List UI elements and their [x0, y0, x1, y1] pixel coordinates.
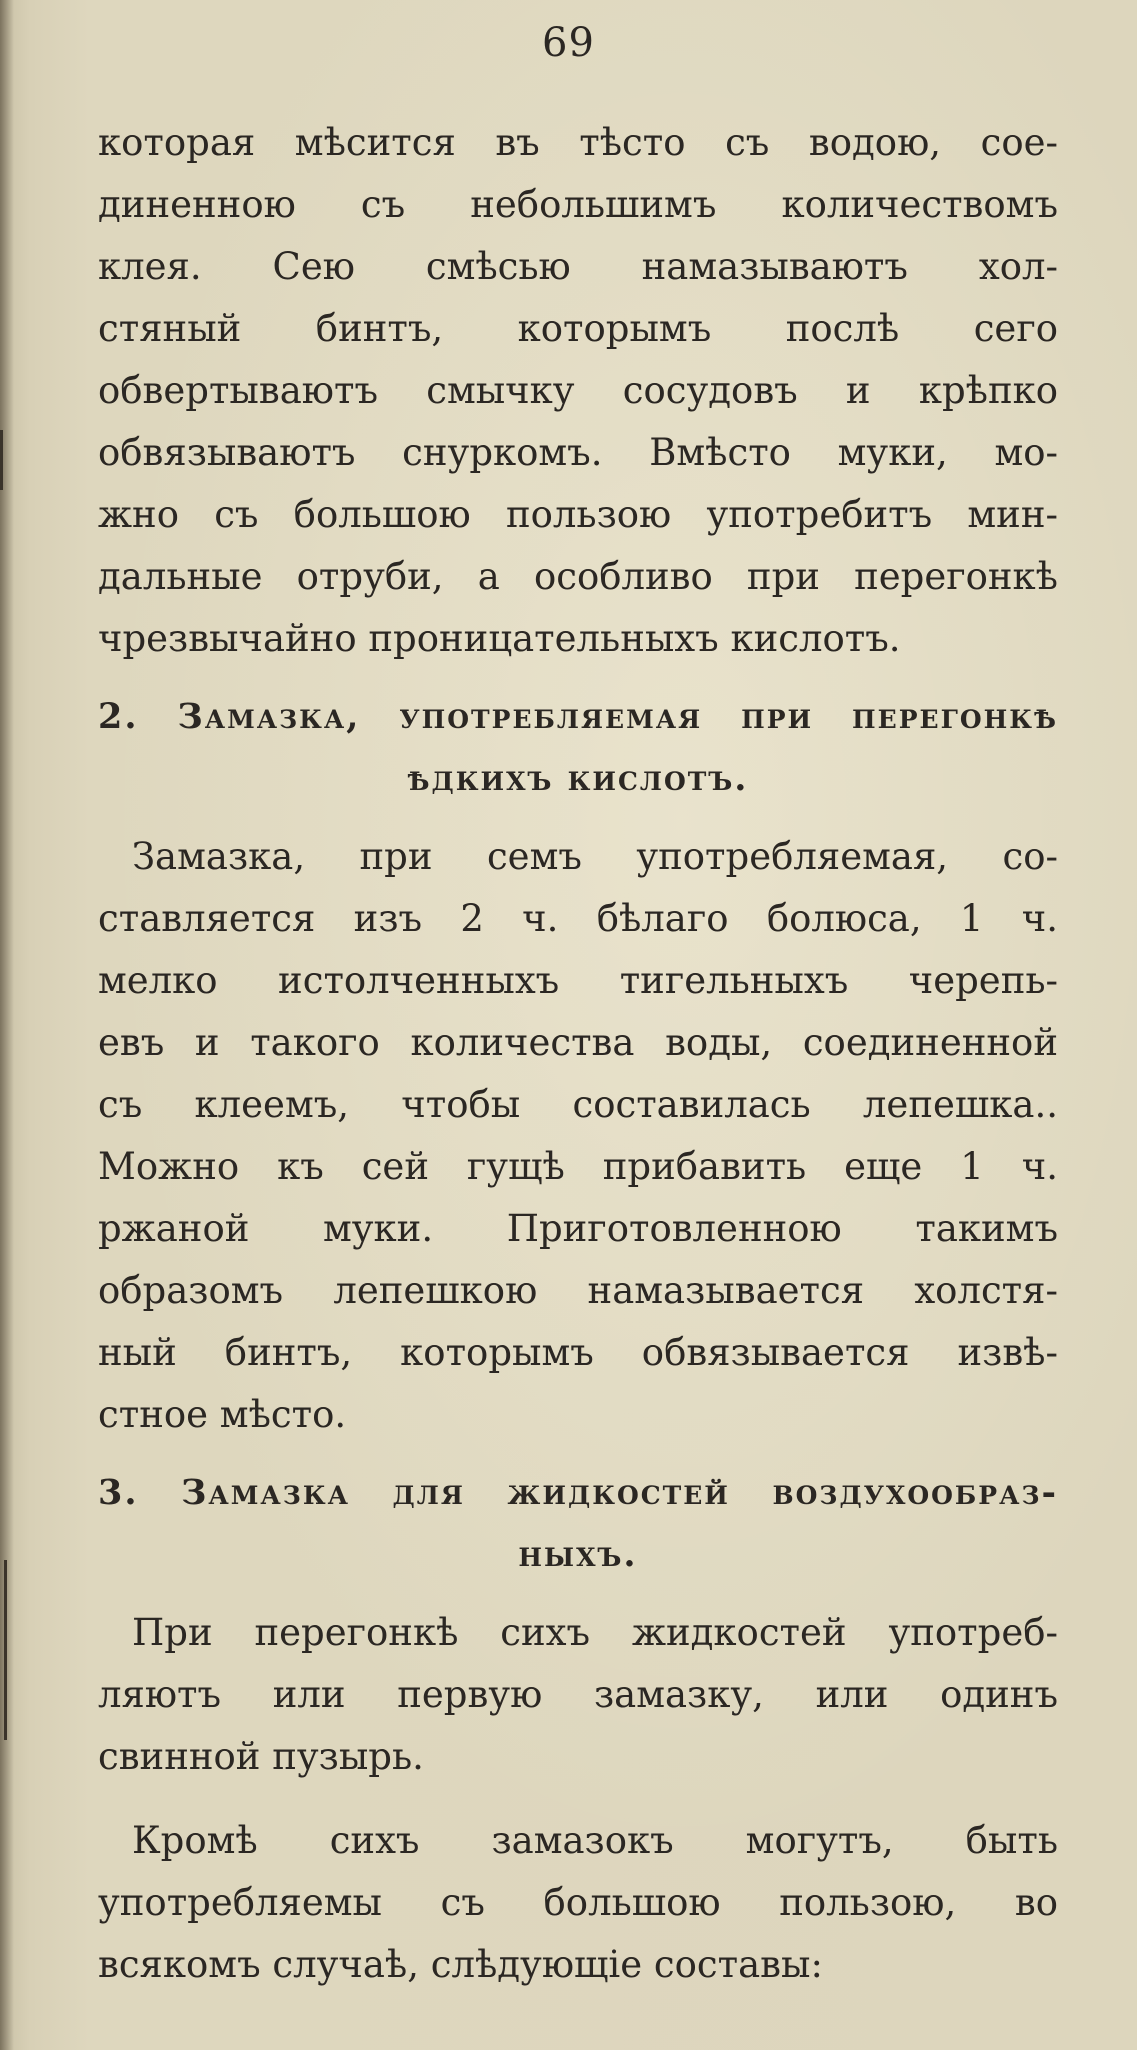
text-line: стяный бинтъ, которымъ послѣ сего — [98, 307, 1058, 350]
text-line: диненною съ небольшимъ количествомъ — [98, 183, 1058, 226]
text-line: образомъ лепешкою намазывается холстя- — [98, 1269, 1058, 1312]
text-line: Можно къ сей гущѣ прибавить еще 1 ч. — [98, 1145, 1058, 1188]
text-line: При перегонкѣ сихъ жидкостей употреб- — [132, 1611, 1058, 1654]
section-heading-2 — [98, 686, 1058, 810]
page-edge-mark — [4, 1560, 7, 1740]
text-line: ставляется изъ 2 ч. бѣлаго болюса, 1 ч. — [98, 897, 1058, 940]
text-line: евъ и такого количества воды, соединенной — [98, 1021, 1058, 1064]
page-text — [98, 112, 1058, 1996]
text-line: всякомъ случаѣ, слѣдующіе составы: — [98, 1943, 823, 1986]
text-line: клея. Сею смѣсью намазываютъ хол- — [98, 245, 1058, 288]
section-heading-3 — [98, 1462, 1058, 1586]
text-line: жно съ большою пользою употребитъ мин- — [98, 493, 1058, 536]
text-line: употребляемы съ большою пользою, во — [98, 1881, 1058, 1924]
page-number: 69 — [542, 20, 595, 66]
text-line: свинной пузырь. — [98, 1735, 424, 1778]
heading-line: ныхъ. — [518, 1534, 638, 1575]
heading-line: 3. Замазка для жидкостей воздухообраз- — [98, 1472, 1058, 1513]
paragraph-3 — [98, 1602, 1058, 1788]
text-line: съ клеемъ, чтобы составилась лепешка.. — [98, 1083, 1058, 1126]
paragraph-1 — [98, 112, 1058, 670]
page-edge-mark — [0, 430, 3, 490]
text-line: которая мѣсится въ тѣсто съ водою, сое- — [98, 121, 1058, 164]
heading-line: ѣдкихъ кислотъ. — [407, 758, 749, 799]
text-line: чрезвычайно проницательныхъ кислотъ. — [98, 617, 901, 660]
text-line: дальные отруби, а особливо при перегонкѣ — [98, 555, 1058, 598]
paragraph-4 — [98, 1810, 1058, 1996]
text-line: ляютъ или первую замазку, или одинъ — [98, 1673, 1058, 1716]
text-line: ржаной муки. Приготовленною такимъ — [98, 1207, 1058, 1250]
text-line: стное мѣсто. — [98, 1393, 347, 1436]
text-line: Кромѣ сихъ замазокъ могутъ, быть — [132, 1819, 1058, 1862]
text-line: обвязываютъ снуркомъ. Вмѣсто муки, мо- — [98, 431, 1058, 474]
paragraph-2 — [98, 826, 1058, 1446]
page-edge-shadow — [0, 0, 14, 2050]
text-line: мелко истолченныхъ тигельныхъ черепь- — [98, 959, 1058, 1002]
heading-line: 2. Замазка, употребляемая при перегонкѣ — [98, 696, 1058, 737]
text-line: Замазка, при семъ употребляемая, со- — [132, 835, 1058, 878]
text-line: обвертываютъ смычку сосудовъ и крѣпко — [98, 369, 1058, 412]
text-line: ный бинтъ, которымъ обвязывается извѣ- — [98, 1331, 1058, 1374]
